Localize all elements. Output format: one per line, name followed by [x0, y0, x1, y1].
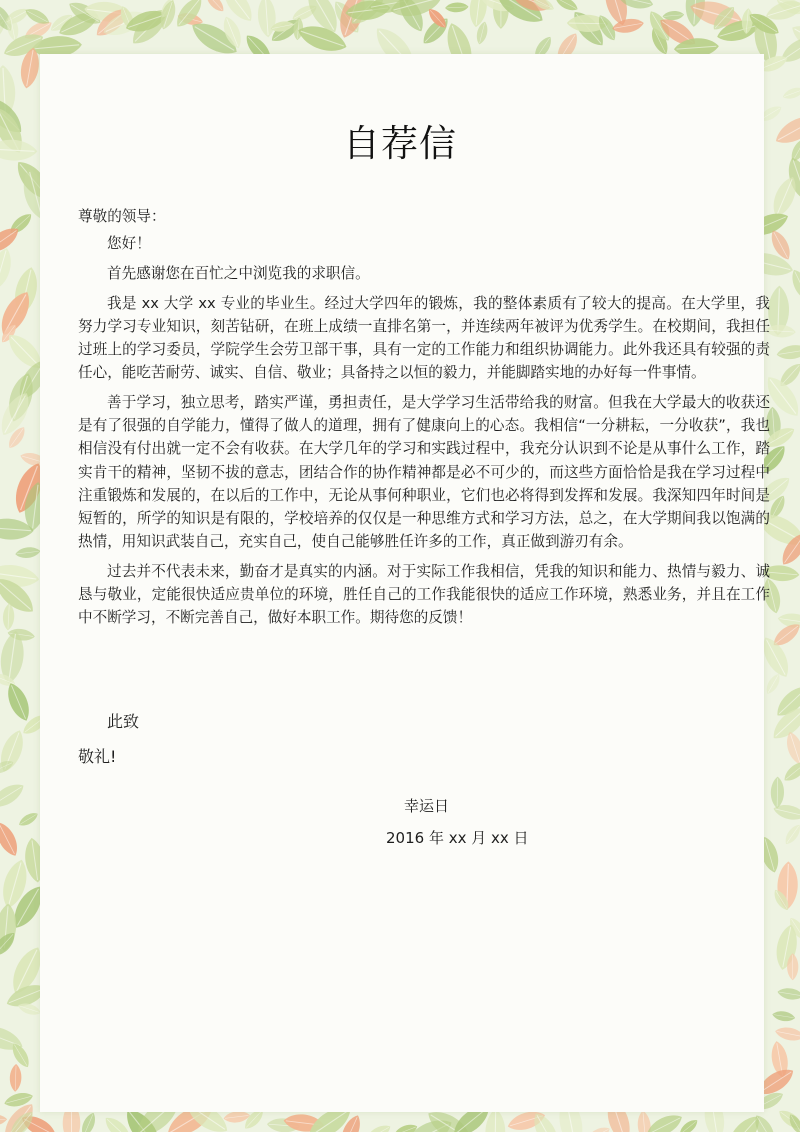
leaf-icon	[553, 0, 580, 14]
leaf-icon	[2, 603, 15, 631]
leaf-icon	[17, 810, 40, 829]
leaf-icon	[445, 2, 469, 13]
leaf-icon	[15, 546, 41, 559]
leaf-icon	[9, 1064, 22, 1092]
leaf-icon	[772, 1010, 796, 1023]
leaf-icon	[777, 986, 800, 1001]
letter-closing: 此致	[107, 712, 140, 731]
letter-title: 自荐信	[343, 122, 457, 165]
leaf-icon	[584, 1124, 612, 1132]
letter-paragraph: 首先感谢您在百忙之中浏览我的求职信。	[107, 264, 370, 282]
letter-signature: 幸运日	[404, 797, 450, 815]
leaf-icon	[776, 343, 800, 361]
leaf-icon	[774, 1025, 800, 1043]
leaf-icon	[203, 0, 227, 15]
leaf-icon	[771, 777, 785, 809]
leaf-icon	[0, 246, 15, 292]
letter-regards: 敬礼!	[78, 747, 117, 766]
leaf-icon	[0, 819, 22, 859]
leaf-icon	[363, 1121, 393, 1132]
letter-greeting: 您好！	[107, 235, 151, 252]
leaf-icon	[763, 672, 783, 696]
leaf-icon	[257, 0, 277, 38]
letter-paragraph: 过去并不代表未来，勤奋才是真实的内涵。对于实际工作我相信，凭我的知识和能力、热情与毅力、诚恳与敬业，定能很快适应贵单位的环境，胜任自己的工作我能很快的适应工作环境，熟悉业务，并且在工作中不断学习，不断完善自己，做好本职工作。期待您的反馈！	[78, 563, 770, 627]
letter-date: 2016 年 xx 月 xx 日	[386, 829, 529, 847]
leaf-icon	[3, 680, 34, 724]
letter-salutation: 尊敬的领导：	[78, 208, 166, 225]
letter-body	[78, 232, 770, 636]
leaf-icon	[0, 779, 28, 812]
leaf-icon	[218, 0, 258, 26]
letter-paragraph: 我是 xx 大学 xx 专业的毕业生。经过大学四年的锻炼，我的整体素质有了较大的提高。在大学里，我努力学习专业知识，刻苦钻研，在班上成绩一直排名第一，并连续两年被评为优秀学生。在校期间，我担任过班上的学习委员，学院学生会劳卫部干事，具有一定的工作能力和组织协调能力。此外我还具有较强的责任心，能吃苦耐劳、诚实、自信、敬业；具备持之以恒的毅力，并能脚踏实地的办好每一件事情。	[78, 294, 770, 382]
leaf-icon	[79, 1111, 99, 1132]
leaf-icon	[781, 85, 800, 101]
leaf-icon	[782, 822, 800, 847]
leaf-icon	[0, 1114, 7, 1127]
letter-paragraph: 善于学习，独立思考，踏实严谨，勇担责任，是大学学习生活带给我的财富。但我在大学最大的收获还是有了很强的自学能力，懂得了做人的道理，拥有了健康向上的心态。我相信“一分耕耘，一分收获”，我也相信没有付出就一定不会有收获。在大学几年的学习和实践过程中，我充分认识到不论是从事什么工作，踏实肯干的精神，坚韧不拔的意志，团结合作的协作精神都是必不可少的，而这些方面恰恰是我在学习过程中注重锻炼和发展的，在以后的工作中，无论从事何种职业，它们也必将得到发挥和发展。我深知四年时间是短暂的，所学的知识是有限的，学校培养的仅仅是一种思维方式和学习方法，总之，在大学期间我以饱满的热情，用知识武装自己，充实自己，使自己能够胜任许多的工作，真正做到游刃有余。	[78, 394, 770, 551]
